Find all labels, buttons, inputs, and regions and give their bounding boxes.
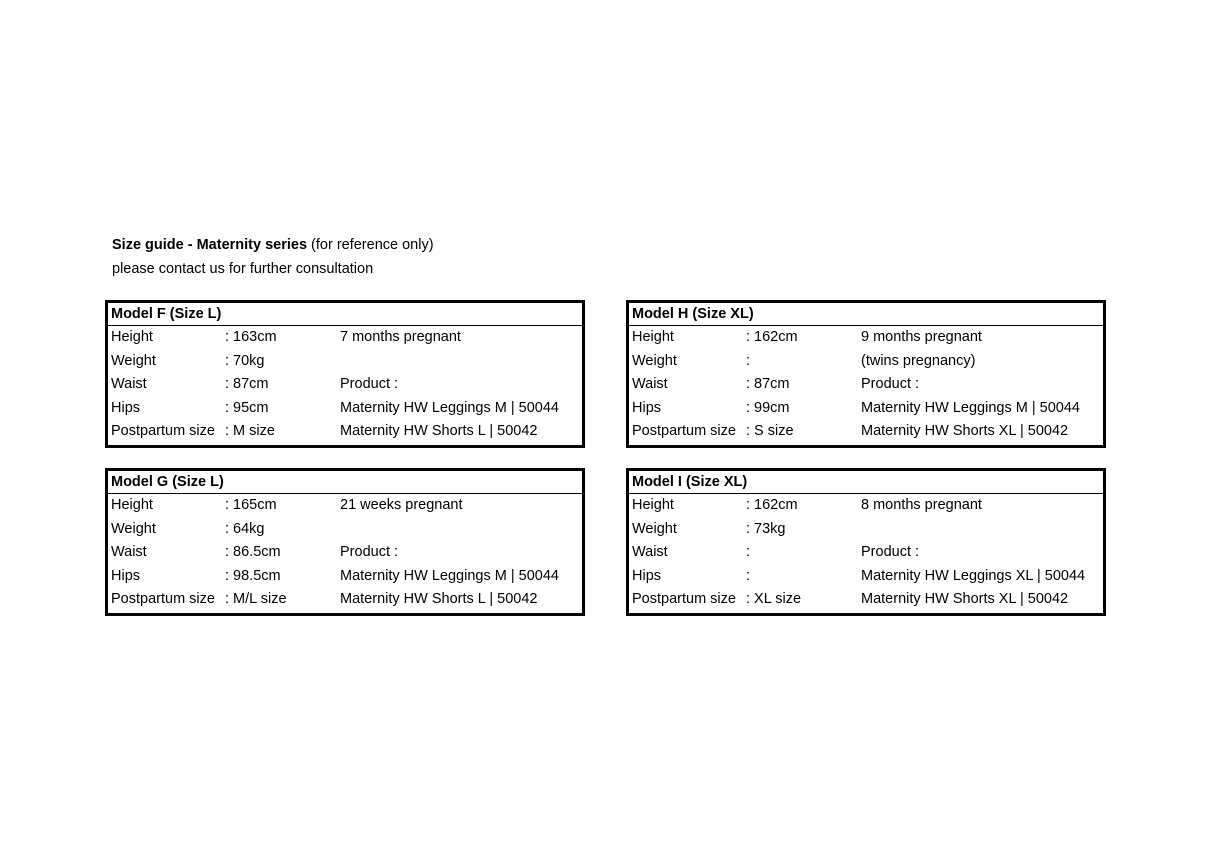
row-value: : 87cm xyxy=(225,376,269,393)
row-label: Height xyxy=(632,329,674,345)
row-note: 9 months pregnant xyxy=(861,329,982,345)
row-label: Postpartum size xyxy=(111,591,215,608)
weight-row xyxy=(629,518,1103,542)
row-value: : 86.5cm xyxy=(225,544,281,561)
row-label: Hips xyxy=(111,567,141,584)
row-label: Height xyxy=(111,329,153,345)
row-label: Postpartum size xyxy=(111,423,215,440)
row-note: Maternity HW Shorts L | 50042 xyxy=(340,591,538,608)
row-note: Product : xyxy=(861,376,920,393)
model-card-f xyxy=(105,300,585,448)
row-value: : xyxy=(746,567,751,584)
postpartum-row xyxy=(108,588,582,612)
model-title: Model I (Size XL) xyxy=(629,471,1103,494)
waist-row xyxy=(108,373,582,397)
row-value: : 99cm xyxy=(746,399,790,416)
postpartum-row xyxy=(629,588,1103,612)
waist-row xyxy=(108,541,582,565)
row-value: : 95cm xyxy=(225,399,269,416)
row-note: 7 months pregnant xyxy=(340,329,461,345)
row-label: Hips xyxy=(632,567,662,584)
row-label: Waist xyxy=(111,544,147,561)
hips-row xyxy=(629,397,1103,421)
row-value: : 162cm xyxy=(746,497,798,513)
row-note: Maternity HW Shorts L | 50042 xyxy=(340,423,538,440)
row-label: Hips xyxy=(111,399,141,416)
row-value: : 162cm xyxy=(746,329,798,345)
row-note: Maternity HW Shorts XL | 50042 xyxy=(861,423,1069,440)
row-label: Postpartum size xyxy=(632,423,736,440)
reference-note: (for reference only) xyxy=(311,237,434,253)
row-label: Weight xyxy=(632,352,677,369)
row-value: : 87cm xyxy=(746,376,790,393)
model-title: Model F (Size L) xyxy=(108,303,582,326)
height-row xyxy=(629,494,1103,518)
row-value: : 73kg xyxy=(746,520,786,537)
row-label: Postpartum size xyxy=(632,591,736,608)
model-title: Model G (Size L) xyxy=(108,471,582,494)
row-note: Maternity HW Leggings M | 50044 xyxy=(340,399,559,416)
row-note: Product : xyxy=(861,544,920,561)
row-note: Maternity HW Leggings M | 50044 xyxy=(340,567,559,584)
row-note: Product : xyxy=(340,544,399,561)
row-label: Weight xyxy=(111,520,156,537)
model-card-h xyxy=(626,300,1106,448)
model-card-i xyxy=(626,468,1106,616)
row-value: : 64kg xyxy=(225,520,265,537)
row-value: : 98.5cm xyxy=(225,567,281,584)
row-label: Waist xyxy=(632,376,668,393)
hips-row xyxy=(108,565,582,589)
row-value: : 165cm xyxy=(225,497,277,513)
row-value: : M/L size xyxy=(225,591,287,608)
size-guide-title: Size guide - Maternity series xyxy=(112,237,308,253)
row-value: : xyxy=(746,544,751,561)
weight-row xyxy=(629,350,1103,374)
row-label: Weight xyxy=(632,520,677,537)
row-label: Height xyxy=(632,497,674,513)
intro-title-line xyxy=(112,233,434,257)
row-note: Maternity HW Shorts XL | 50042 xyxy=(861,591,1069,608)
row-value: : S size xyxy=(746,423,794,440)
row-label: Waist xyxy=(111,376,147,393)
row-label: Weight xyxy=(111,352,156,369)
weight-row xyxy=(108,518,582,542)
row-value: : 163cm xyxy=(225,329,277,345)
height-row xyxy=(108,494,582,518)
row-note: Maternity HW Leggings XL | 50044 xyxy=(861,567,1086,584)
consultation-note: please contact us for further consultation xyxy=(112,261,374,277)
height-row xyxy=(629,326,1103,350)
row-label: Waist xyxy=(632,544,668,561)
postpartum-row xyxy=(629,420,1103,444)
waist-row xyxy=(629,373,1103,397)
row-note: 21 weeks pregnant xyxy=(340,497,463,513)
size-guide-intro xyxy=(112,233,434,281)
row-note: Product : xyxy=(340,376,399,393)
waist-row xyxy=(629,541,1103,565)
postpartum-row xyxy=(108,420,582,444)
hips-row xyxy=(108,397,582,421)
hips-row xyxy=(629,565,1103,589)
row-label: Hips xyxy=(632,399,662,416)
row-note: 8 months pregnant xyxy=(861,497,982,513)
row-note: Maternity HW Leggings M | 50044 xyxy=(861,399,1080,416)
row-value: : M size xyxy=(225,423,275,440)
row-value: : XL size xyxy=(746,591,802,608)
model-card-g xyxy=(105,468,585,616)
row-note: (twins pregnancy) xyxy=(861,352,976,369)
row-label: Height xyxy=(111,497,153,513)
weight-row xyxy=(108,350,582,374)
row-value: : xyxy=(746,352,751,369)
row-value: : 70kg xyxy=(225,352,265,369)
height-row xyxy=(108,326,582,350)
model-title: Model H (Size XL) xyxy=(629,303,1103,326)
